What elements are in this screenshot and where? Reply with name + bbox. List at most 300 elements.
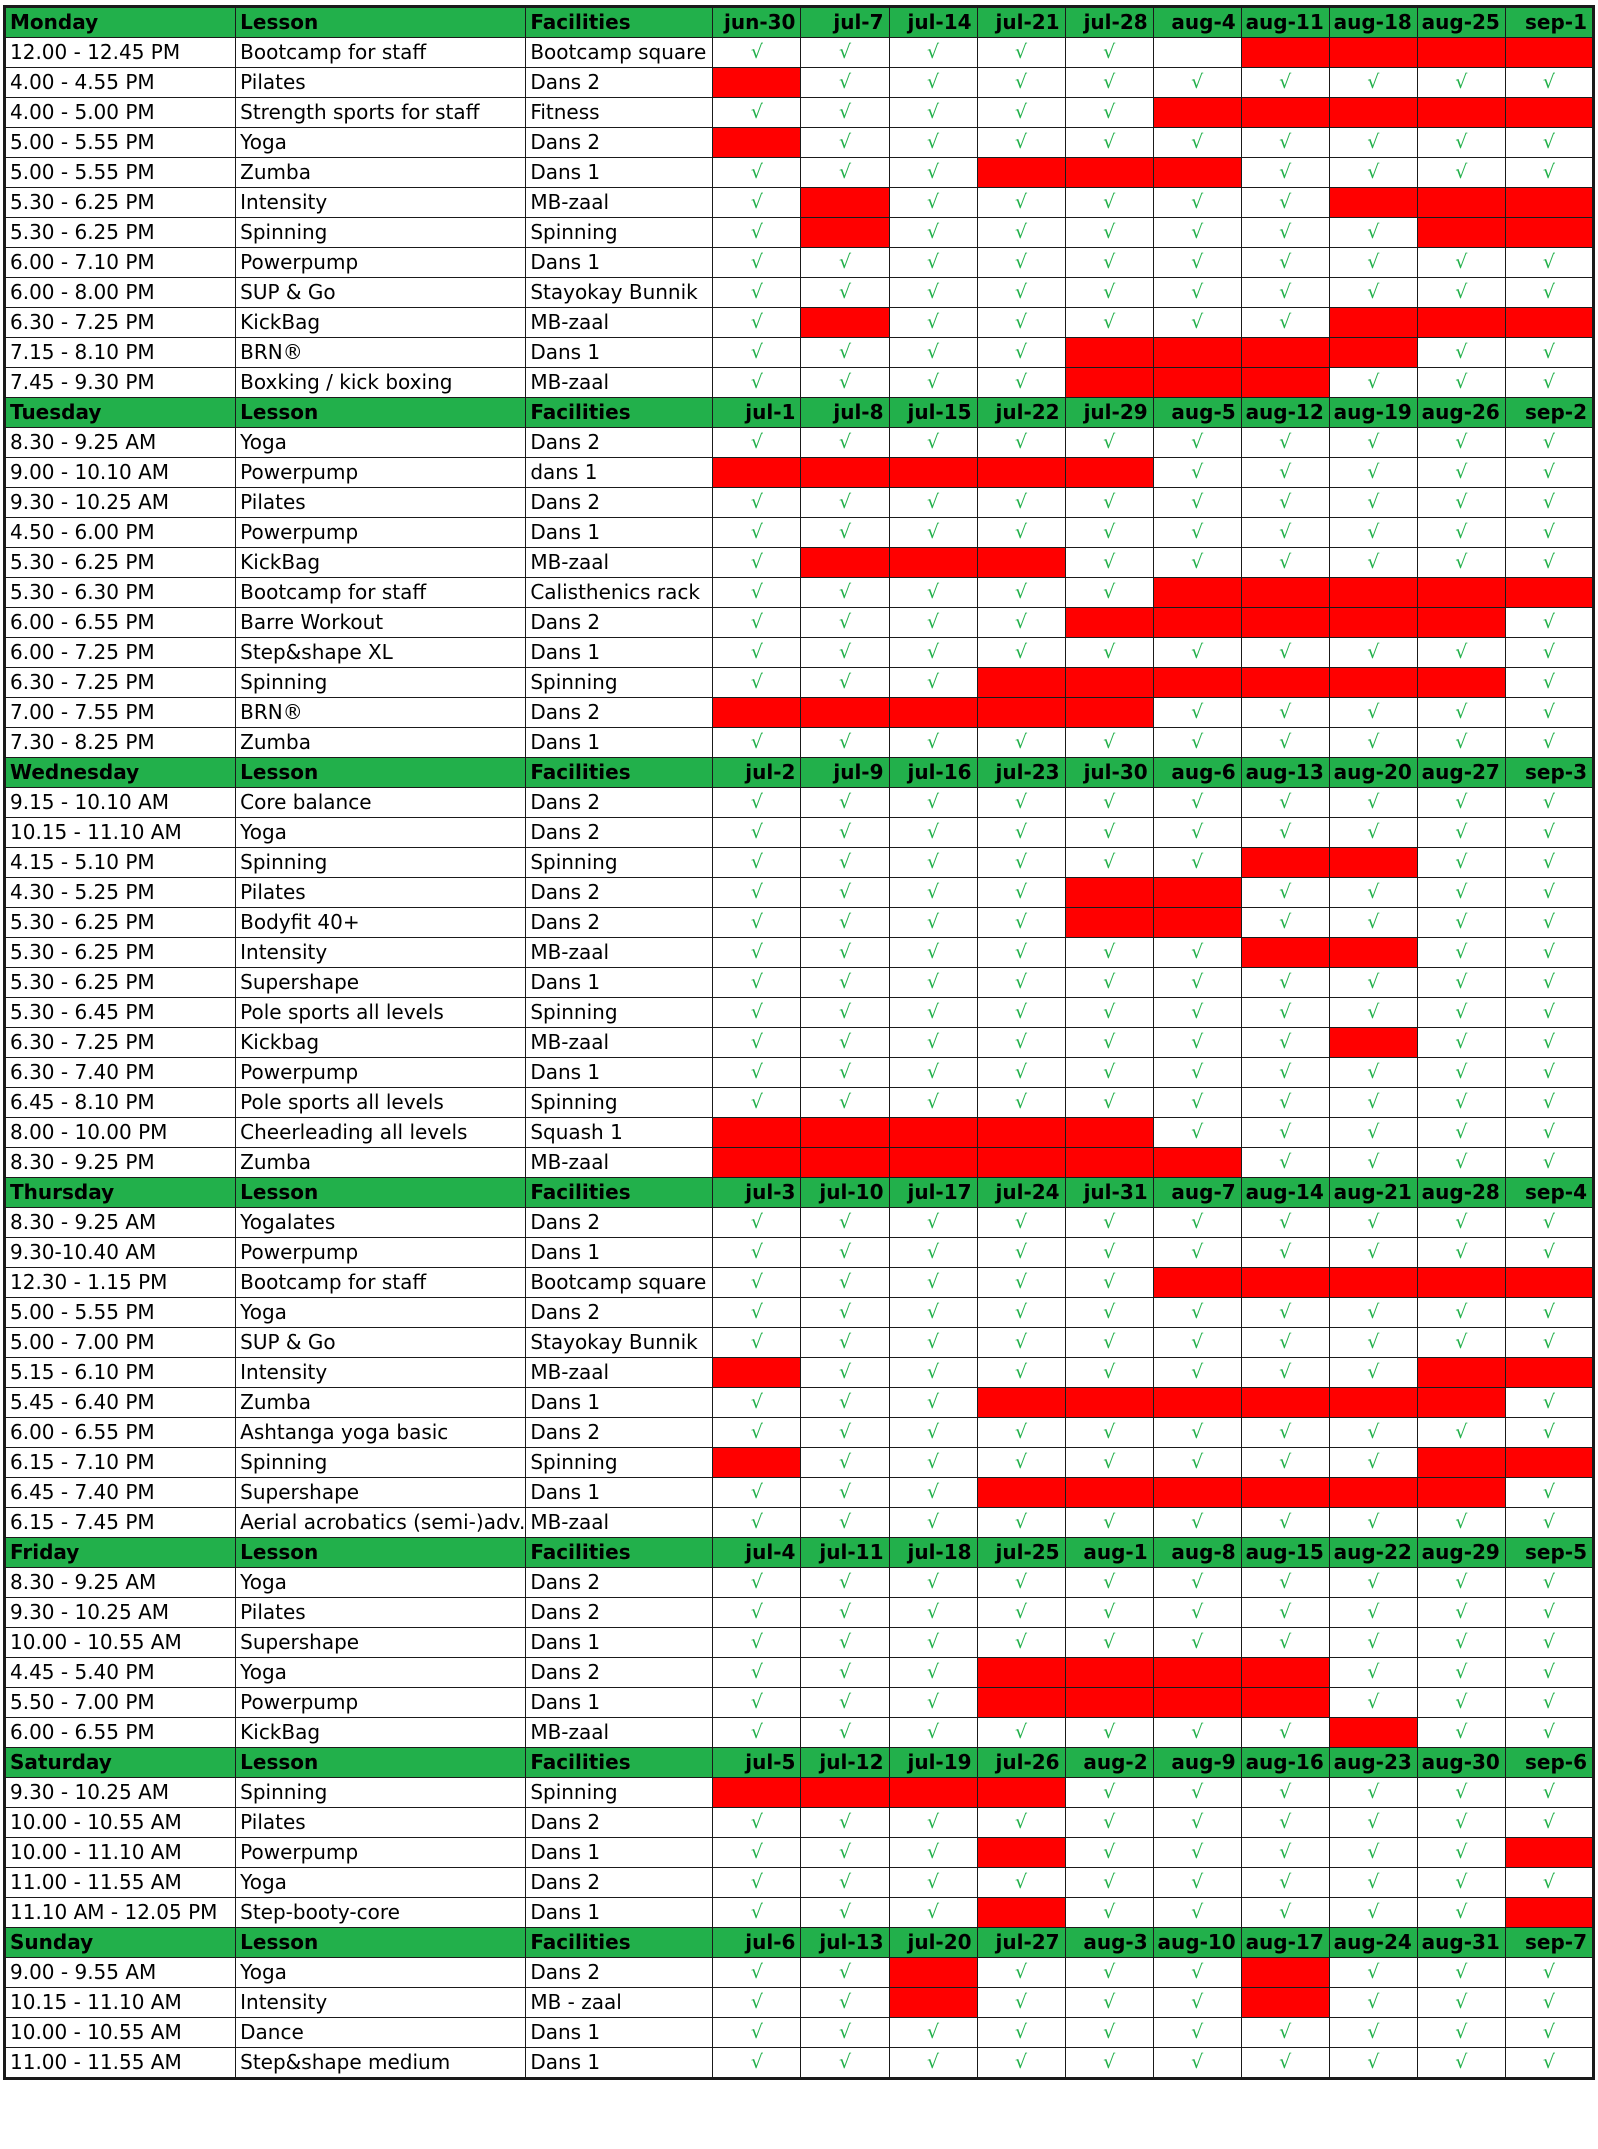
lesson-cell: Supershape <box>236 1628 526 1658</box>
check-icon: √ <box>713 1298 801 1328</box>
facility-cell: MB-zaal <box>526 548 713 578</box>
check-icon: √ <box>801 1688 889 1718</box>
date-column-header: jul-10 <box>801 1178 889 1208</box>
check-icon: √ <box>1065 1088 1153 1118</box>
check-icon: √ <box>1153 1028 1241 1058</box>
date-column-header: aug-29 <box>1417 1538 1505 1568</box>
check-icon: √ <box>1241 698 1329 728</box>
check-icon: √ <box>1329 1958 1417 1988</box>
cancelled-cell <box>1329 848 1417 878</box>
check-icon: √ <box>889 1388 977 1418</box>
check-icon: √ <box>713 1418 801 1448</box>
check-icon: √ <box>1153 188 1241 218</box>
check-icon: √ <box>713 1568 801 1598</box>
date-column-header: jul-1 <box>713 398 801 428</box>
check-icon: √ <box>977 1448 1065 1478</box>
check-icon: √ <box>1329 728 1417 758</box>
check-icon: √ <box>1417 1328 1505 1358</box>
date-column-header: jul-14 <box>889 7 977 38</box>
lesson-cell: Yoga <box>236 1868 526 1898</box>
date-column-header: aug-9 <box>1153 1748 1241 1778</box>
cancelled-cell <box>1505 1838 1593 1868</box>
cancelled-cell <box>1153 668 1241 698</box>
check-icon: √ <box>1417 698 1505 728</box>
schedule-table <box>3 5 1595 2080</box>
check-icon: √ <box>1417 278 1505 308</box>
cancelled-cell <box>889 1958 977 1988</box>
check-icon: √ <box>1241 1628 1329 1658</box>
cancelled-cell <box>977 458 1065 488</box>
check-icon: √ <box>1417 1838 1505 1868</box>
check-icon: √ <box>713 548 801 578</box>
day-header-tuesday <box>5 398 1594 428</box>
cancelled-cell <box>1417 1358 1505 1388</box>
lesson-cell: Spinning <box>236 1448 526 1478</box>
check-icon: √ <box>889 1838 977 1868</box>
check-icon: √ <box>801 1988 889 2018</box>
check-icon: √ <box>713 1238 801 1268</box>
cancelled-cell <box>1065 1148 1153 1178</box>
time-cell: 6.30 - 7.25 PM <box>5 308 236 338</box>
check-icon: √ <box>713 98 801 128</box>
check-icon: √ <box>1329 1868 1417 1898</box>
check-icon: √ <box>977 128 1065 158</box>
class-row <box>5 38 1594 68</box>
check-icon: √ <box>713 668 801 698</box>
check-icon: √ <box>1329 1088 1417 1118</box>
check-icon: √ <box>801 968 889 998</box>
lesson-cell: KickBag <box>236 548 526 578</box>
lesson-cell: Supershape <box>236 968 526 998</box>
check-icon: √ <box>801 1718 889 1748</box>
class-row <box>5 218 1594 248</box>
date-column-header: sep-7 <box>1505 1928 1593 1958</box>
check-icon: √ <box>1329 2048 1417 2079</box>
check-icon: √ <box>977 188 1065 218</box>
check-icon: √ <box>1329 1658 1417 1688</box>
check-icon: √ <box>1241 1808 1329 1838</box>
cancelled-cell <box>713 698 801 728</box>
check-icon: √ <box>977 1058 1065 1088</box>
class-row <box>5 818 1594 848</box>
cancelled-cell <box>1417 578 1505 608</box>
check-icon: √ <box>1065 188 1153 218</box>
check-icon: √ <box>889 908 977 938</box>
check-icon: √ <box>889 1898 977 1928</box>
cancelled-cell <box>713 1148 801 1178</box>
class-row <box>5 1778 1594 1808</box>
date-column-header: jul-17 <box>889 1178 977 1208</box>
cancelled-cell <box>1417 1268 1505 1298</box>
check-icon: √ <box>1417 1688 1505 1718</box>
day-name: Wednesday <box>5 758 236 788</box>
lesson-cell: Dance <box>236 2018 526 2048</box>
class-row <box>5 908 1594 938</box>
class-row <box>5 578 1594 608</box>
time-cell: 5.45 - 6.40 PM <box>5 1388 236 1418</box>
day-name: Sunday <box>5 1928 236 1958</box>
check-icon: √ <box>977 1508 1065 1538</box>
check-icon: √ <box>801 1508 889 1538</box>
check-icon: √ <box>801 1388 889 1418</box>
lesson-cell: Step&shape XL <box>236 638 526 668</box>
date-column-header: aug-6 <box>1153 758 1241 788</box>
check-icon: √ <box>1329 698 1417 728</box>
class-row <box>5 1868 1594 1898</box>
check-icon: √ <box>977 1328 1065 1358</box>
check-icon: √ <box>1241 1118 1329 1148</box>
date-column-header: jul-6 <box>713 1928 801 1958</box>
check-icon: √ <box>713 848 801 878</box>
date-column-header: aug-21 <box>1329 1178 1417 1208</box>
check-icon: √ <box>889 608 977 638</box>
check-icon: √ <box>1065 1418 1153 1448</box>
cancelled-cell <box>713 1448 801 1478</box>
check-icon: √ <box>1417 848 1505 878</box>
date-column-header: aug-19 <box>1329 398 1417 428</box>
cancelled-cell <box>1505 1898 1593 1928</box>
check-icon: √ <box>1065 278 1153 308</box>
class-row <box>5 1208 1594 1238</box>
class-row <box>5 98 1594 128</box>
cancelled-cell <box>889 698 977 728</box>
date-column-header: aug-10 <box>1153 1928 1241 1958</box>
lesson-column-header: Lesson <box>236 758 526 788</box>
check-icon: √ <box>1153 308 1241 338</box>
check-icon: √ <box>713 608 801 638</box>
check-icon: √ <box>1505 1778 1593 1808</box>
lesson-cell: Pilates <box>236 1598 526 1628</box>
lesson-cell: SUP & Go <box>236 278 526 308</box>
class-row <box>5 1478 1594 1508</box>
lesson-cell: Pilates <box>236 1808 526 1838</box>
check-icon: √ <box>1417 1598 1505 1628</box>
class-row <box>5 1268 1594 1298</box>
check-icon: √ <box>1153 848 1241 878</box>
check-icon: √ <box>1153 1418 1241 1448</box>
facilities-column-header: Facilities <box>526 758 713 788</box>
check-icon: √ <box>1241 2018 1329 2048</box>
check-icon: √ <box>713 1898 801 1928</box>
lesson-cell: Core balance <box>236 788 526 818</box>
check-icon: √ <box>1417 638 1505 668</box>
cancelled-cell <box>713 1778 801 1808</box>
check-icon: √ <box>889 248 977 278</box>
check-icon: √ <box>889 848 977 878</box>
check-icon: √ <box>977 968 1065 998</box>
class-row <box>5 248 1594 278</box>
check-icon: √ <box>1329 1838 1417 1868</box>
check-icon: √ <box>977 578 1065 608</box>
class-row <box>5 488 1594 518</box>
check-icon: √ <box>977 878 1065 908</box>
cancelled-cell <box>1417 1448 1505 1478</box>
check-icon: √ <box>713 1388 801 1418</box>
time-cell: 8.30 - 9.25 AM <box>5 1568 236 1598</box>
date-column-header: jul-23 <box>977 758 1065 788</box>
check-icon: √ <box>1329 1628 1417 1658</box>
lesson-cell: Spinning <box>236 848 526 878</box>
facility-cell: Dans 1 <box>526 518 713 548</box>
check-icon: √ <box>889 188 977 218</box>
check-icon: √ <box>1417 1868 1505 1898</box>
check-icon: √ <box>1065 218 1153 248</box>
check-icon: √ <box>713 1598 801 1628</box>
check-icon: √ <box>889 218 977 248</box>
facility-cell: Dans 2 <box>526 1868 713 1898</box>
lesson-cell: Yoga <box>236 428 526 458</box>
facility-cell: dans 1 <box>526 458 713 488</box>
check-icon: √ <box>801 1028 889 1058</box>
check-icon: √ <box>1153 1448 1241 1478</box>
cancelled-cell <box>1153 1478 1241 1508</box>
check-icon: √ <box>1417 1778 1505 1808</box>
date-column-header: aug-18 <box>1329 7 1417 38</box>
class-row <box>5 2018 1594 2048</box>
facility-cell: Spinning <box>526 218 713 248</box>
check-icon: √ <box>1505 1808 1593 1838</box>
class-row <box>5 1718 1594 1748</box>
check-icon: √ <box>889 1358 977 1388</box>
cancelled-cell <box>1417 668 1505 698</box>
check-icon: √ <box>1065 1208 1153 1238</box>
check-icon: √ <box>1241 998 1329 1028</box>
lesson-cell: Powerpump <box>236 248 526 278</box>
check-icon: √ <box>1153 218 1241 248</box>
cancelled-cell <box>889 548 977 578</box>
cancelled-cell <box>1065 608 1153 638</box>
check-icon: √ <box>977 1718 1065 1748</box>
facility-cell: Stayokay Bunnik <box>526 1328 713 1358</box>
time-cell: 6.30 - 7.25 PM <box>5 1028 236 1058</box>
check-icon: √ <box>1505 158 1593 188</box>
check-icon: √ <box>977 1868 1065 1898</box>
check-icon: √ <box>1505 1418 1593 1448</box>
check-icon: √ <box>1417 788 1505 818</box>
cancelled-cell <box>1329 668 1417 698</box>
time-cell: 5.00 - 5.55 PM <box>5 158 236 188</box>
check-icon: √ <box>889 158 977 188</box>
check-icon: √ <box>889 818 977 848</box>
time-cell: 10.00 - 10.55 AM <box>5 1628 236 1658</box>
check-icon: √ <box>801 1238 889 1268</box>
check-icon: √ <box>1505 728 1593 758</box>
check-icon: √ <box>1153 728 1241 758</box>
facility-cell: MB-zaal <box>526 368 713 398</box>
date-column-header: aug-27 <box>1417 758 1505 788</box>
check-icon: √ <box>1153 1208 1241 1238</box>
cancelled-cell <box>1241 368 1329 398</box>
check-icon: √ <box>1153 1568 1241 1598</box>
time-cell: 4.00 - 5.00 PM <box>5 98 236 128</box>
check-icon: √ <box>1065 578 1153 608</box>
check-icon: √ <box>1153 278 1241 308</box>
cancelled-cell <box>1065 878 1153 908</box>
cancelled-cell <box>801 698 889 728</box>
check-icon: √ <box>1505 1208 1593 1238</box>
check-icon: √ <box>1153 1778 1241 1808</box>
check-icon: √ <box>889 578 977 608</box>
time-cell: 9.30 - 10.25 AM <box>5 1778 236 1808</box>
check-icon: √ <box>1241 1568 1329 1598</box>
time-cell: 4.50 - 6.00 PM <box>5 518 236 548</box>
check-icon: √ <box>1153 938 1241 968</box>
check-icon: √ <box>889 488 977 518</box>
check-icon: √ <box>801 998 889 1028</box>
facility-cell: Dans 1 <box>526 248 713 278</box>
lesson-cell: Spinning <box>236 1778 526 1808</box>
time-cell: 6.30 - 7.40 PM <box>5 1058 236 1088</box>
check-icon: √ <box>1329 1298 1417 1328</box>
date-column-header: jul-30 <box>1065 758 1153 788</box>
lesson-cell: Powerpump <box>236 1688 526 1718</box>
check-icon: √ <box>1065 1868 1153 1898</box>
check-icon: √ <box>1065 1988 1153 2018</box>
check-icon: √ <box>1153 1088 1241 1118</box>
check-icon: √ <box>713 1838 801 1868</box>
lesson-cell: Yoga <box>236 1958 526 1988</box>
check-icon: √ <box>977 338 1065 368</box>
check-icon: √ <box>713 308 801 338</box>
check-icon: √ <box>1153 788 1241 818</box>
check-icon: √ <box>1153 698 1241 728</box>
facility-cell: Dans 2 <box>526 1808 713 1838</box>
check-icon: √ <box>1153 1328 1241 1358</box>
check-icon: √ <box>1241 1358 1329 1388</box>
check-icon: √ <box>801 98 889 128</box>
cancelled-cell <box>1329 1268 1417 1298</box>
facility-cell: Dans 1 <box>526 1388 713 1418</box>
lesson-cell: Yogalates <box>236 1208 526 1238</box>
check-icon: √ <box>801 1418 889 1448</box>
time-cell: 9.15 - 10.10 AM <box>5 788 236 818</box>
time-cell: 8.00 - 10.00 PM <box>5 1118 236 1148</box>
time-cell: 12.00 - 12.45 PM <box>5 38 236 68</box>
time-cell: 10.00 - 11.10 AM <box>5 1838 236 1868</box>
check-icon: √ <box>1153 818 1241 848</box>
check-icon: √ <box>1153 1358 1241 1388</box>
cancelled-cell <box>801 218 889 248</box>
lesson-cell: Zumba <box>236 1148 526 1178</box>
check-icon: √ <box>1505 1388 1593 1418</box>
date-column-header: jul-28 <box>1065 7 1153 38</box>
cancelled-cell <box>1505 218 1593 248</box>
day-header-thursday <box>5 1178 1594 1208</box>
check-icon: √ <box>1417 548 1505 578</box>
check-icon: √ <box>1505 458 1593 488</box>
cancelled-cell <box>1417 608 1505 638</box>
cancelled-cell <box>977 1118 1065 1148</box>
date-column-header: jul-21 <box>977 7 1065 38</box>
check-icon: √ <box>1241 248 1329 278</box>
check-icon: √ <box>1153 1838 1241 1868</box>
check-icon: √ <box>889 1298 977 1328</box>
class-row <box>5 638 1594 668</box>
lesson-cell: Kickbag <box>236 1028 526 1058</box>
cancelled-cell <box>1329 38 1417 68</box>
lesson-cell: Step&shape medium <box>236 2048 526 2079</box>
check-icon: √ <box>1417 1568 1505 1598</box>
check-icon: √ <box>977 638 1065 668</box>
facility-cell: Dans 2 <box>526 1598 713 1628</box>
check-icon: √ <box>889 638 977 668</box>
check-icon: √ <box>1065 2018 1153 2048</box>
time-cell: 8.30 - 9.25 AM <box>5 428 236 458</box>
check-icon: √ <box>713 1328 801 1358</box>
date-column-header: jul-4 <box>713 1538 801 1568</box>
check-icon: √ <box>889 1418 977 1448</box>
class-row <box>5 1808 1594 1838</box>
facility-cell: Dans 1 <box>526 2048 713 2079</box>
date-column-header: jul-13 <box>801 1928 889 1958</box>
check-icon: √ <box>801 1328 889 1358</box>
check-icon: √ <box>1065 1628 1153 1658</box>
time-cell: 5.30 - 6.25 PM <box>5 938 236 968</box>
check-icon: √ <box>889 68 977 98</box>
check-icon: √ <box>1065 428 1153 458</box>
check-icon: √ <box>713 1688 801 1718</box>
check-icon: √ <box>977 368 1065 398</box>
check-icon: √ <box>801 2018 889 2048</box>
facility-cell: Dans 2 <box>526 1418 713 1448</box>
facility-cell: MB-zaal <box>526 1358 713 1388</box>
check-icon: √ <box>1417 1238 1505 1268</box>
cancelled-cell <box>977 1148 1065 1178</box>
cancelled-cell <box>1329 578 1417 608</box>
check-icon: √ <box>1417 1028 1505 1058</box>
cancelled-cell <box>1241 38 1329 68</box>
check-icon: √ <box>889 1028 977 1058</box>
date-column-header: aug-17 <box>1241 1928 1329 1958</box>
cancelled-cell <box>977 668 1065 698</box>
check-icon: √ <box>1417 2018 1505 2048</box>
day-name: Tuesday <box>5 398 236 428</box>
check-icon: √ <box>977 848 1065 878</box>
check-icon: √ <box>801 158 889 188</box>
check-icon: √ <box>801 68 889 98</box>
lesson-cell: KickBag <box>236 308 526 338</box>
check-icon: √ <box>889 1268 977 1298</box>
cancelled-cell <box>1329 608 1417 638</box>
check-icon: √ <box>1505 1688 1593 1718</box>
class-row <box>5 608 1594 638</box>
lesson-cell: KickBag <box>236 1718 526 1748</box>
check-icon: √ <box>801 818 889 848</box>
time-cell: 5.50 - 7.00 PM <box>5 1688 236 1718</box>
check-icon: √ <box>1417 1148 1505 1178</box>
check-icon: √ <box>713 1628 801 1658</box>
cancelled-cell <box>1241 98 1329 128</box>
check-icon: √ <box>889 668 977 698</box>
cancelled-cell <box>801 188 889 218</box>
lesson-cell: Powerpump <box>236 1238 526 1268</box>
check-icon: √ <box>1329 1898 1417 1928</box>
check-icon: √ <box>1065 728 1153 758</box>
check-icon: √ <box>1417 1718 1505 1748</box>
lesson-cell: Spinning <box>236 668 526 698</box>
check-icon: √ <box>1505 1118 1593 1148</box>
check-icon: √ <box>1241 818 1329 848</box>
facility-cell: Spinning <box>526 848 713 878</box>
cancelled-cell <box>801 308 889 338</box>
date-column-header: aug-26 <box>1417 398 1505 428</box>
check-icon: √ <box>1153 1988 1241 2018</box>
check-icon: √ <box>889 98 977 128</box>
check-icon: √ <box>801 128 889 158</box>
facility-cell: MB-zaal <box>526 1508 713 1538</box>
check-icon: √ <box>889 1208 977 1238</box>
check-icon: √ <box>713 1088 801 1118</box>
